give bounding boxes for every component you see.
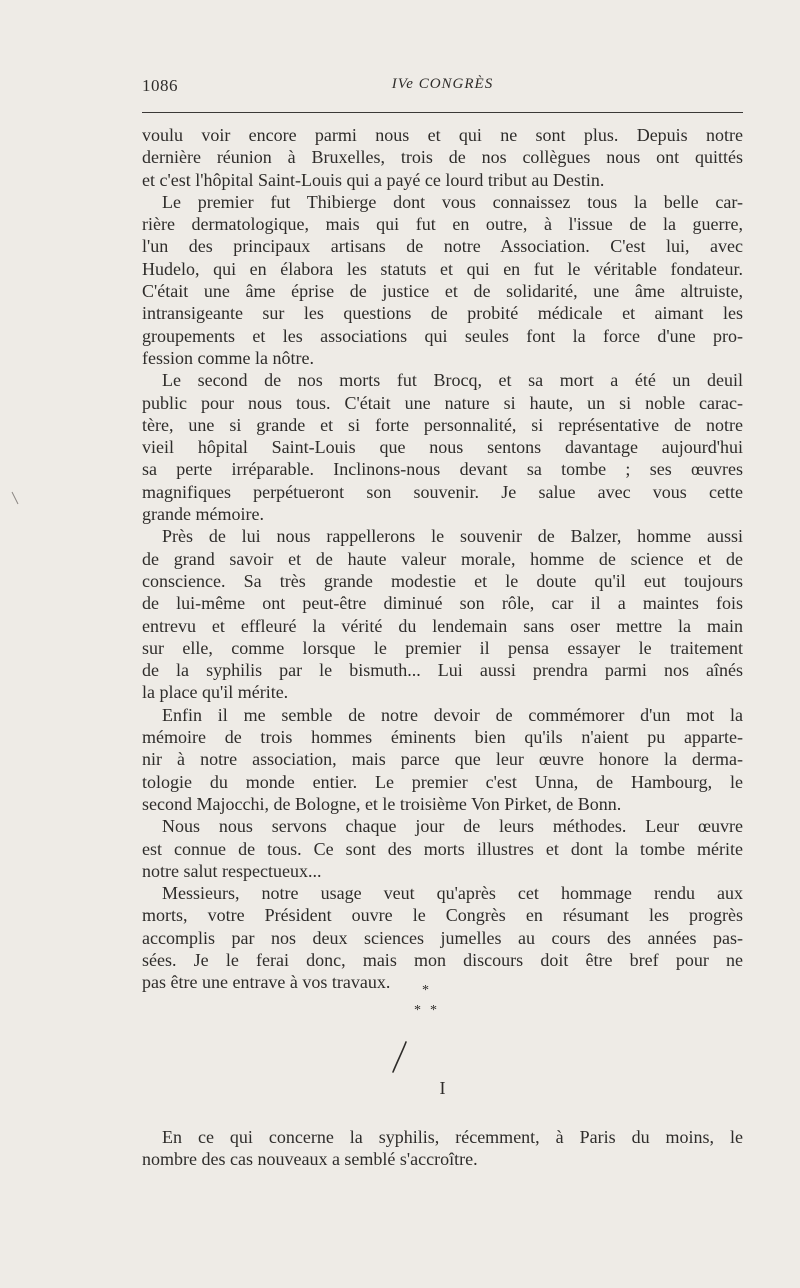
asterisk-right: * [430,1003,437,1018]
text-line: En ce qui concerne la syphilis, récemment, à Paris du moins, le [162,1127,743,1147]
text-line: Près de lui nous rappellerons le souvenir de Balzer, homme aussi [162,526,743,547]
text-line: Nous nous servons chaque jour de leurs méthodes. Leur œuvre [162,816,743,837]
text-line: accomplis par nos deux sciences jumelles au cours des années pas- [142,927,743,948]
text-line: la place qu'il mérite. [142,682,289,703]
text-line: tologie du monde entier. Le premier c'est Unna, de Hambourg, le [142,771,743,792]
text-line: fession comme la nôtre. [142,347,314,368]
text-line: conscience. Sa très grande modestie et le doute qu'il eut toujours [142,570,743,591]
text-line: intransigeante sur les questions de probité médicale et aimant les [142,303,743,324]
text-line: mémoire de trois hommes éminents bien qu'ils n'aient pu apparte- [142,727,743,748]
text-line: Hudelo, qui en élabora les statuts et qui en fut le véritable fondateur. [142,258,743,279]
text-line: vieil hôpital Saint-Louis que nous sentons davantage aujourd'hui [142,437,743,458]
text-line: pas être une entrave à vos travaux. [142,972,391,993]
text-line: est connue de tous. Ce sont des morts illustres et dont la tombe mérite [142,838,743,859]
text-line: sa perte irréparable. Inclinons-nous devant sa tombe ; ses œuvres [142,459,743,480]
text-line: Messieurs, notre usage veut qu'après cet hommage rendu aux [162,883,743,904]
text-line: Le second de nos morts fut Brocq, et sa mort a été un deuil [162,370,743,391]
text-line: groupements et les associations qui seules font la force d'une pro- [142,325,743,346]
text-line: Le premier fut Thibierge dont vous connaissez tous la belle car- [162,191,743,212]
text-line: nir à notre association, mais parce que leur œuvre honore la derma- [142,749,743,770]
text-line: morts, votre Président ouvre le Congrès en résumant les progrès [142,905,743,926]
text-line: l'un des principaux artisans de notre Association. C'est lui, avec [142,236,743,257]
text-line: et c'est l'hôpital Saint-Louis qui a payé ce lourd tribut au Destin. [142,169,605,190]
text-line: tère, une si grande et si forte personnalité, si représentative de notre [142,414,743,435]
closing-paragraph [142,1126,743,1171]
running-title: IVe CONGRÈS [391,76,494,92]
text-line: notre salut respectueux... [142,860,322,881]
body-text [142,124,743,994]
text-line: de grand savoir et de haute valeur morale, homme de science et de [142,548,743,569]
margin-tick-mark [10,490,20,506]
asterisk-left: * [414,1003,421,1018]
text-line: rière dermatologique, mais qui fut en outre, à l'issue de la guerre, [142,214,743,235]
text-line: magnifiques perpétueront son souvenir. Je salue avec vous cette [142,481,743,502]
text-line: second Majocchi, de Bologne, et le troisième Von Pirket, de Bonn. [142,793,622,814]
text-line: Enfin il me semble de notre devoir de commémorer d'un mot la [162,704,743,725]
text-line: voulu voir encore parmi nous et qui ne sont plus. Depuis notre [142,125,743,145]
text-line: C'était une âme éprise de justice et de solidarité, une âme altruiste, [142,281,743,302]
handwritten-slash-mark [388,1040,412,1074]
text-line: sur elle, comme lorsque le premier il pensa essayer le traitement [142,637,743,658]
text-line: dernière réunion à Bruxelles, trois de nos collègues nous ont quittés [142,147,743,168]
text-line: sées. Je le ferai donc, mais mon discours doit être bref pour ne [142,949,743,970]
header-rule [142,112,743,113]
page-number: 1086 [142,76,178,95]
section-numeral: I [439,1078,446,1098]
asterisk-top: * [422,983,429,998]
text-line: nombre des cas nouveaux a semblé s'accroître. [142,1149,478,1170]
text-line: de la syphilis par le bismuth... Lui aussi prendra parmi nos aînés [142,660,743,681]
text-line: grande mémoire. [142,504,264,525]
text-line: entrevu et effleuré la vérité du lendemain sans oser mettre la main [142,615,743,636]
asterism [142,984,743,1034]
running-head [142,76,743,102]
text-line: de lui-même ont peut-être diminué son rôle, car il a maintes fois [142,593,743,614]
text-line: public pour nous tous. C'était une nature si haute, un si noble carac- [142,392,743,413]
